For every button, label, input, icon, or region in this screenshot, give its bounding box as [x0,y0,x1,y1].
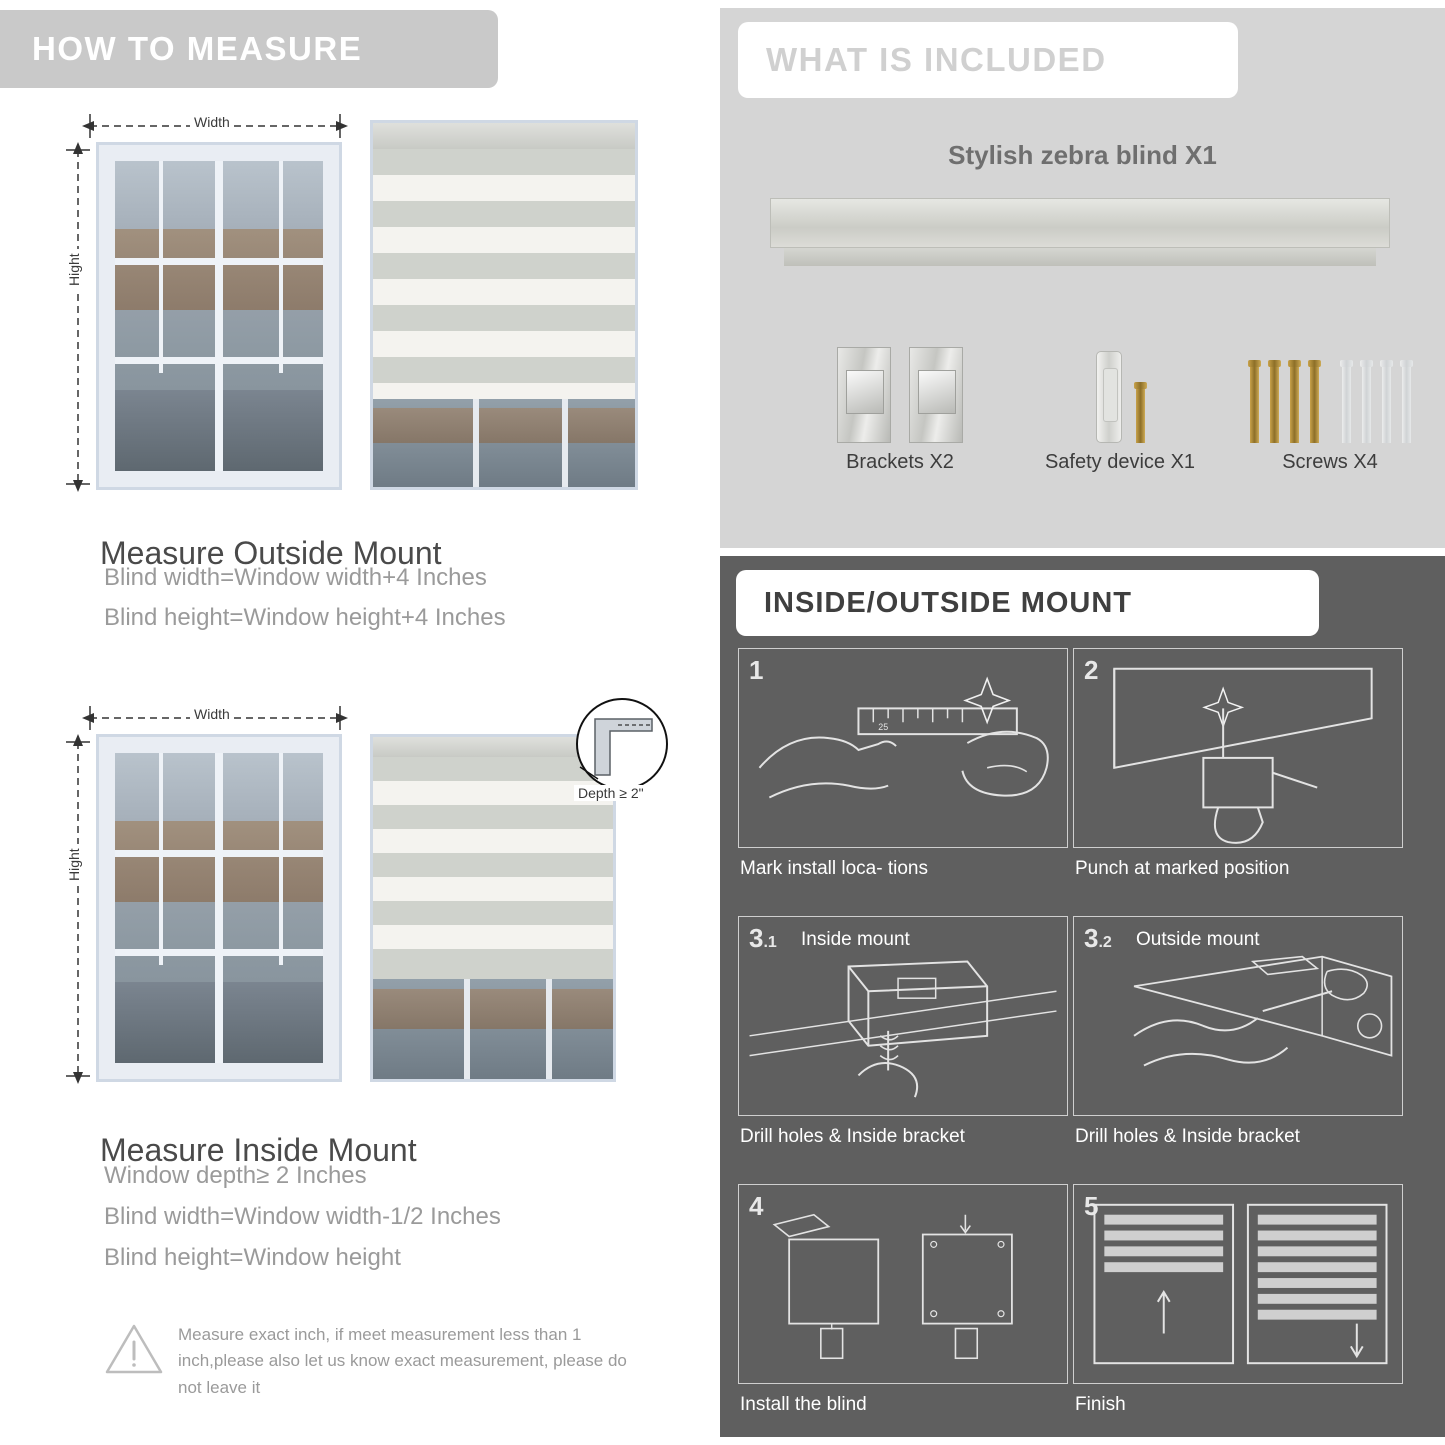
step-4-number: 4 [749,1191,764,1221]
inside-width-label: Width [190,706,234,722]
depth-label: Depth ≥ 2" [574,785,648,801]
inside-mount-diagram [0,697,712,1097]
window-mullion-vertical-2 [215,753,223,1063]
outside-width-label: Width [190,114,234,130]
product-title: Stylish zebra blind X1 [948,140,1217,170]
screw-icon-4 [1310,365,1319,443]
step-1-caption: Mark install loca- tions [740,858,928,879]
outside-mount-diagram [0,100,712,520]
part-label-brackets: Brackets X2 [846,451,954,473]
what-is-included-title: WHAT IS INCLUDED [766,41,1107,78]
drill-sketch-icon [1074,649,1402,847]
step-1-illustration [738,648,1068,848]
part-label-screws: Screws X4 [1282,451,1378,473]
step-5-caption: Finish [1075,1394,1126,1415]
screw-icon-1 [1250,365,1259,443]
bracket-icon-2 [909,347,963,443]
step-2-illustration [1073,648,1403,848]
step-1-number: 1 [749,655,764,685]
how-to-measure-section [0,0,712,1445]
step-3-1-caption: Drill holes & Inside bracket [740,1126,965,1147]
blind-window-view [373,399,635,487]
outside-line-1: Blind height=Window height+4 Inches [104,604,506,631]
screw-icon-extra [1136,387,1145,443]
blind-outside-mount [370,120,638,490]
step-2 [1073,648,1403,903]
anchor-icon-2 [1362,365,1371,443]
measure-tape-sketch-icon [739,649,1067,847]
step-4 [738,1184,1068,1439]
part-label-safety: Safety device X1 [1044,451,1196,473]
blind-window-view-2 [373,979,613,1079]
right-column [712,0,1445,1445]
svg-text:25: 25 [878,722,889,733]
anchor-icon-1 [1342,365,1351,443]
step-3-2-number: 3.2 [1084,923,1112,953]
parts-row [760,333,1405,523]
inside-outside-mount-section [720,556,1445,1437]
window-illustration-inside [96,734,342,1082]
safety-icons [1015,333,1225,443]
part-screws [1230,333,1430,474]
step-4-caption: Install the blind [740,1394,867,1415]
step-2-caption: Punch at marked position [1075,858,1290,879]
inside-mount-heading: Measure Inside Mount [100,1131,417,1168]
install-blind-sketch-icon [739,1185,1067,1383]
mount-title: INSIDE/OUTSIDE MOUNT [764,586,1133,619]
how-to-measure-title: HOW TO MEASURE [32,30,363,67]
step-5-illustration [1073,1184,1403,1384]
window-mullion-vertical [215,161,223,471]
inside-line-0: Window depth≥ 2 Inches [104,1162,367,1189]
inside-line-1: Blind width=Window width-1/2 Inches [104,1203,501,1230]
step-3-1-illustration [738,916,1068,1116]
how-to-measure-banner [0,10,498,88]
warning-icon [104,1322,164,1376]
blind-stripes [373,149,635,399]
what-is-included-banner [738,22,1238,98]
what-is-included-section [720,8,1445,548]
step-3-1-number: 3.1 [749,923,777,953]
outside-height-arrow [62,140,94,495]
anchor-icon-4 [1402,365,1411,443]
bracket-icon-1 [837,347,891,443]
outside-mount-heading: Measure Outside Mount [100,534,442,571]
step-1 [738,648,1068,903]
step-3-2-illustration [1073,916,1403,1116]
step-3-1-inline-label: Inside mount [801,929,910,950]
inside-height-label: Hight [66,844,82,885]
blind-headrail-product [770,198,1390,270]
inside-height-arrow [62,732,94,1087]
measure-note [104,1322,634,1401]
part-brackets [800,333,1000,474]
part-safety-device [1015,333,1225,474]
bracket-icons [800,333,1000,443]
step-5-number: 5 [1084,1191,1099,1221]
screw-icon-3 [1290,365,1299,443]
screw-icons [1230,333,1430,443]
step-3-1 [738,916,1068,1171]
step-3-2-caption: Drill holes & Inside bracket [1075,1126,1300,1147]
window-mullion-h2-2 [115,949,323,956]
outside-line-0: Blind width=Window width+4 Inches [104,564,487,591]
safety-device-icon [1096,351,1122,443]
step-3-2 [1073,916,1403,1171]
step-4-illustration [738,1184,1068,1384]
outside-height-label: Hight [66,249,82,290]
window-mullion-h1 [115,258,323,265]
window-grid-2 [279,161,283,373]
finish-blinds-sketch-icon [1074,1185,1402,1383]
anchor-icon-3 [1382,365,1391,443]
step-2-number: 2 [1084,655,1099,685]
inside-line-2: Blind height=Window height [104,1244,401,1271]
window-illustration-outside [96,142,342,490]
blind-headrail [373,123,635,149]
mount-banner [736,570,1319,636]
window-grid-1 [159,161,163,373]
measure-note-text: Measure exact inch, if meet measurement less than 1 inch,please also let us know exact measurement, please do not leave it [178,1325,627,1397]
window-grid-4 [279,753,283,965]
window-grid-3 [159,753,163,965]
window-mullion-h2 [115,357,323,364]
screw-icon-2 [1270,365,1279,443]
window-mullion-h1-2 [115,850,323,857]
step-3-2-inline-label: Outside mount [1136,929,1260,950]
step-5 [1073,1184,1403,1439]
